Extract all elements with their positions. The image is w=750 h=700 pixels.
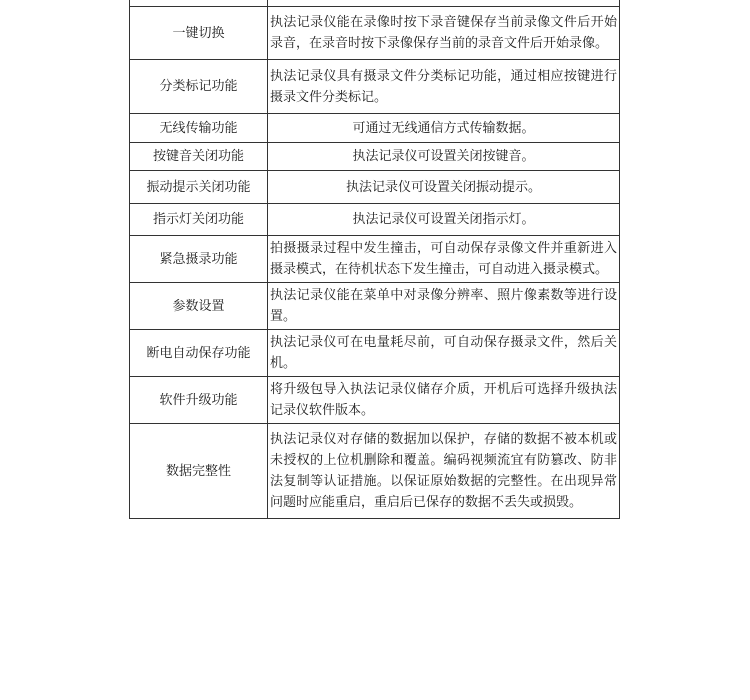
- table-row: [130, 204, 620, 236]
- feature-description-cell: 执法记录仪能在录像时按下录音键保存当前录像文件后开始录音，在录音时按下录像保存当前的录音文件后开始录像。: [268, 7, 620, 60]
- table-row: [130, 171, 620, 204]
- specification-table-body: [130, 0, 620, 519]
- feature-description-cell: 可通过无线通信方式传输数据。: [268, 114, 620, 143]
- table-row: [130, 424, 620, 519]
- specification-table: [129, 0, 620, 519]
- table-row: [130, 7, 620, 60]
- table-row: [130, 60, 620, 114]
- feature-name-cell: 紧急摄录功能: [130, 236, 268, 283]
- feature-name-cell: 一键切换: [130, 7, 268, 60]
- table-row: [130, 236, 620, 283]
- table-row: [130, 114, 620, 143]
- feature-description-cell: 执法记录仪可设置关闭指示灯。: [268, 204, 620, 236]
- feature-name-cell: 数据完整性: [130, 424, 268, 519]
- table-row: [130, 377, 620, 424]
- feature-name-cell: 断电自动保存功能: [130, 330, 268, 377]
- table-row: [130, 143, 620, 171]
- table-row: [130, 283, 620, 330]
- feature-name-cell: 按键音关闭功能: [130, 143, 268, 171]
- table-row: [130, 330, 620, 377]
- feature-description-cell: 执法记录仪可在电量耗尽前，可自动保存摄录文件，然后关机。: [268, 330, 620, 377]
- feature-description-cell: 将升级包导入执法记录仪储存介质，开机后可选择升级执法记录仪软件版本。: [268, 377, 620, 424]
- feature-name-cell: 振动提示关闭功能: [130, 171, 268, 204]
- feature-name-cell: 无线传输功能: [130, 114, 268, 143]
- feature-description-cell: 执法记录仪可设置关闭按键音。: [268, 143, 620, 171]
- feature-name-cell: 参数设置: [130, 283, 268, 330]
- feature-name-cell: 指示灯关闭功能: [130, 204, 268, 236]
- feature-description-cell: 拍摄摄录过程中发生撞击，可自动保存录像文件并重新进入摄录模式，在待机状态下发生撞击，可自动进入摄录模式。: [268, 236, 620, 283]
- feature-name-cell: 分类标记功能: [130, 60, 268, 114]
- feature-description-cell: 执法记录仪具有摄录文件分类标记功能，通过相应按键进行摄录文件分类标记。: [268, 60, 620, 114]
- feature-description-cell: 执法记录仪可设置关闭振动提示。: [268, 171, 620, 204]
- feature-description-cell: 执法记录仪对存储的数据加以保护，存储的数据不被本机或未授权的上位机删除和覆盖。编码视频流宜有防篡改、防非法复制等认证措施。以保证原始数据的完整性。在出现异常问题时应能重启，重启后已保存的数据不丢失或损毁。: [268, 424, 620, 519]
- feature-name-cell: 软件升级功能: [130, 377, 268, 424]
- feature-description-cell: 执法记录仪能在菜单中对录像分辨率、照片像素数等进行设置。: [268, 283, 620, 330]
